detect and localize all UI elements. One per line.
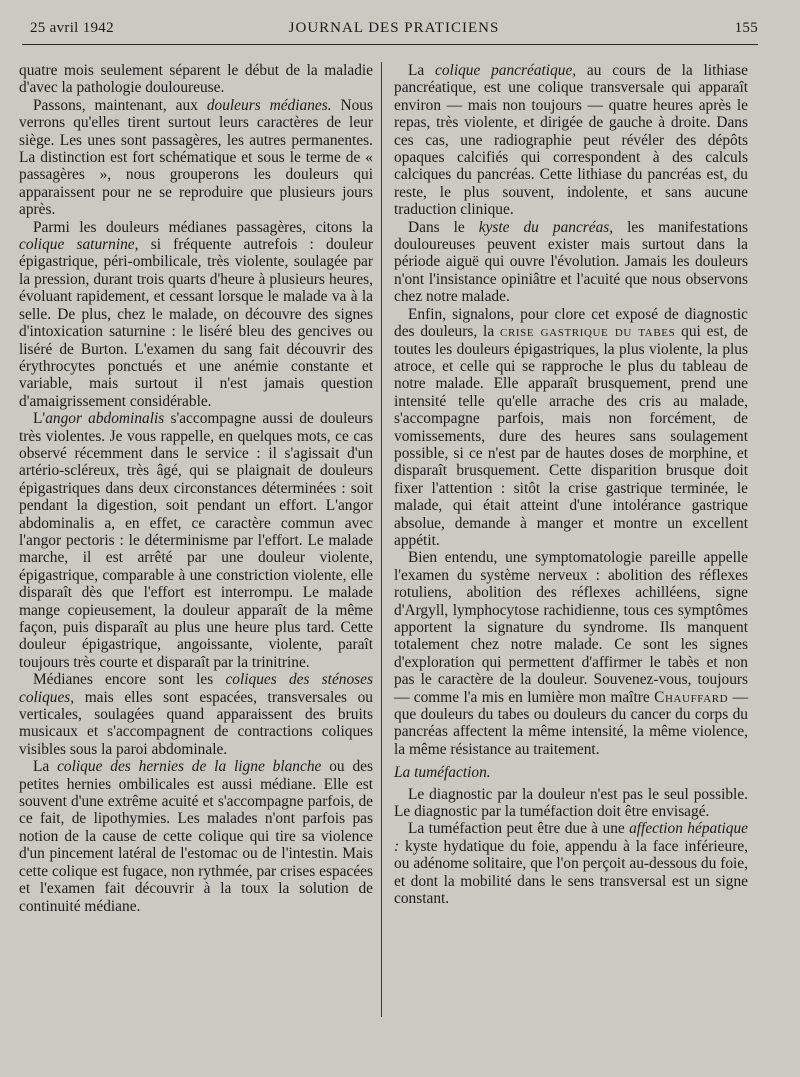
- term-emphasis: douleurs médianes.: [206, 96, 332, 114]
- left-column: [19, 62, 373, 915]
- running-header: [30, 20, 758, 42]
- paragraph: Parmi les douleurs médianes passagères, citons la colique saturnine, si fréquente autrefois : douleur épigastrique, péri-ombilicale, très violente, soulagée par la pression, durant trois quarts d'heure à plusieurs heures, évoluant rapidement, et cessant lorsque le malade va à la selle. De plus, chez le malade, on découvre des signes d'intoxication saturnine : le liséré bleu des gencives ou liséré de Burton. L'examen du sang fait découvrir des érythrocytes ponctués et une anémie constante et variable, mais surtout il n'est jamais question d'amaigrissement considérable.: [19, 218, 374, 410]
- paragraph: La tuméfaction peut être due à une affection hépatique : kyste hydatique du foie, appendu à la face inférieure, ou adénome solitaire, que l'on perçoit au-dessous du foie, et dont la mobilité dans le sens transversal est un signe constant.: [394, 820, 748, 908]
- term-emphasis: coliques des sténoses coliques,: [19, 671, 373, 706]
- section-heading: La tuméfaction.: [394, 764, 491, 782]
- paragraph: Enfin, signalons, pour clore cet exposé de diagnostic des douleurs, la crise gastrique du tabes qui est, de toutes les douleurs épigastriques, la plus violente, la plus atroce, et celle qui se rapproche le plus du tableau de notre malade. Elle apparaît brusquement, prend une intensité telle qu'elle arrache des cris au malade, s'accompagne parfois, mais non forcément, de vomissements, dure des heures sans soulagement possible, si ce n'est par de hautes doses de morphine, et disparaît brusquement. Cette disparition brusque doit fixer l'attention : sitôt la crise gastrique terminée, le malade, qui était atteint d'une intolérance gastrique absolue, demande à manger et montre un excellent appétit.: [394, 305, 748, 549]
- issue-date: 25 avril 1942: [30, 20, 114, 36]
- paragraph: La colique pancréatique, au cours de la lithiase pancréatique, est une colique transversale qui apparaît environ — mais non toujours — quatre heures après le repas, très violente, et dirigée de gauche à droite. Dans ces cas, une radiographie peut révéler des dépôts opaques calcifiés qui correspondent à des calculs calciques du pancréas. Cette lithiase du pancréas est, du reste, le plus souvent, indolente, et sans aucune traduction clinique.: [394, 62, 748, 219]
- paragraph: L'angor abdominalis s'accompagne aussi de douleurs très violentes. Je vous rappelle, en quelques mots, ce cas observé récemment dans le service : il s'agissait d'un artério-scléreux, très âgé, qui se plaignait de douleurs épigastriques dans deux circonstances déterminées : soit pendant la digestion, soit pendant un effort. L'angor abdominalis a, en effet, ce caractère commun avec l'angor pectoris : le déterminisme par l'effort. Le malade marche, il est arrêté par une douleur violente, épigastrique, comparable à une constriction violente, elle disparaît dès que l'effort est interrompu. Le malade mange copieusement, la douleur apparaît de la même façon, puis disparaît au plus une heure plus tard. Cette douleur épigastrique, angoissante, violente, paraît toujours très courte et disparaît par la trinitrine.: [19, 410, 373, 671]
- right-column: [394, 62, 748, 908]
- journal-title: JOURNAL DES PRATICIENS: [288, 20, 500, 36]
- paragraph: Bien entendu, une symptomatologie pareille appelle l'examen du système nerveux : abolition des réflexes rotuliens, abolition des réflexes achilléens, signe d'Argyll, lymphocytose rachidienne, tous ces symptômes apportent la signature du syndrome. Ils manquent totalement chez notre malade. Ce sont les signes d'exploration qui permettent d'affirmer le tabès et non pas le caractère de la douleur. Souvenez-vous, toujours — comme l'a mis en lumière mon maître Chauffard — que douleurs du tabes ou douleurs du cancer du corps du pancréas affectent la même intensité, la même violence, la même résistance au traitement.: [394, 549, 748, 758]
- author-name: Chauffard: [654, 688, 729, 706]
- page-number: 155: [734, 20, 758, 36]
- paragraph: Le diagnostic par la douleur n'est pas le seul possible. Le diagnostic par la tuméfaction doit être envisagé.: [394, 785, 748, 821]
- paragraph: Passons, maintenant, aux douleurs médianes. Nous verrons qu'elles tirent surtout leurs caractères de leur siège. Les unes sont passagères, les autres permanentes. La distinction est fort schématique et sous le terme de « passagères », nous grouperons les douleurs qui apparaissent pour ne se reproduire que plusieurs jours après.: [19, 96, 373, 219]
- paragraph: Dans le kyste du pancréas, les manifestations douloureuses peuvent exister mais surtout dans la période aiguë qui ouvre l'évolution. Jamais les douleurs n'ont l'insistance opiniâtre et l'acuité que nous observons chez notre malade.: [394, 218, 748, 306]
- paragraph: La colique des hernies de la ligne blanche ou des petites hernies ombilicales est aussi médiane. Elle est souvent d'une extrême acuité et s'accompagne parfois, de ce fait, de lipothymies. Les malades n'ont parfois pas notion de la cause de cette colique qui tire sa violence d'un pincement latéral de l'estomac ou de l'intestin. Mais cette colique est fugace, non rythmée, par crises espacées et l'examen fait découvrir à la toux la solution de continuité médiane.: [19, 758, 373, 915]
- term-emphasis: colique pancréatique,: [435, 62, 577, 79]
- term-emphasis: angor abdominalis: [45, 410, 165, 428]
- term-emphasis: colique saturnine,: [19, 236, 139, 254]
- header-rule: [22, 44, 758, 45]
- paragraph: quatre mois seulement séparent le début de la maladie d'avec la pathologie douloureuse.: [19, 62, 373, 97]
- term-emphasis: kyste du pancréas,: [478, 218, 614, 236]
- term-small-caps: crise gastrique du tabes: [500, 323, 676, 341]
- term-emphasis: affection hépatique :: [394, 820, 748, 855]
- paragraph: Médianes encore sont les coliques des sténoses coliques, mais elles sont espacées, transversales ou verticales, soulagées quand apparaissent des bruits musicaux et s'accompagnent de contractions coliques visibles sous la paroi abdominale.: [19, 671, 373, 758]
- term-emphasis: colique des hernies de la ligne blanche: [57, 758, 322, 776]
- column-divider: [381, 62, 382, 1017]
